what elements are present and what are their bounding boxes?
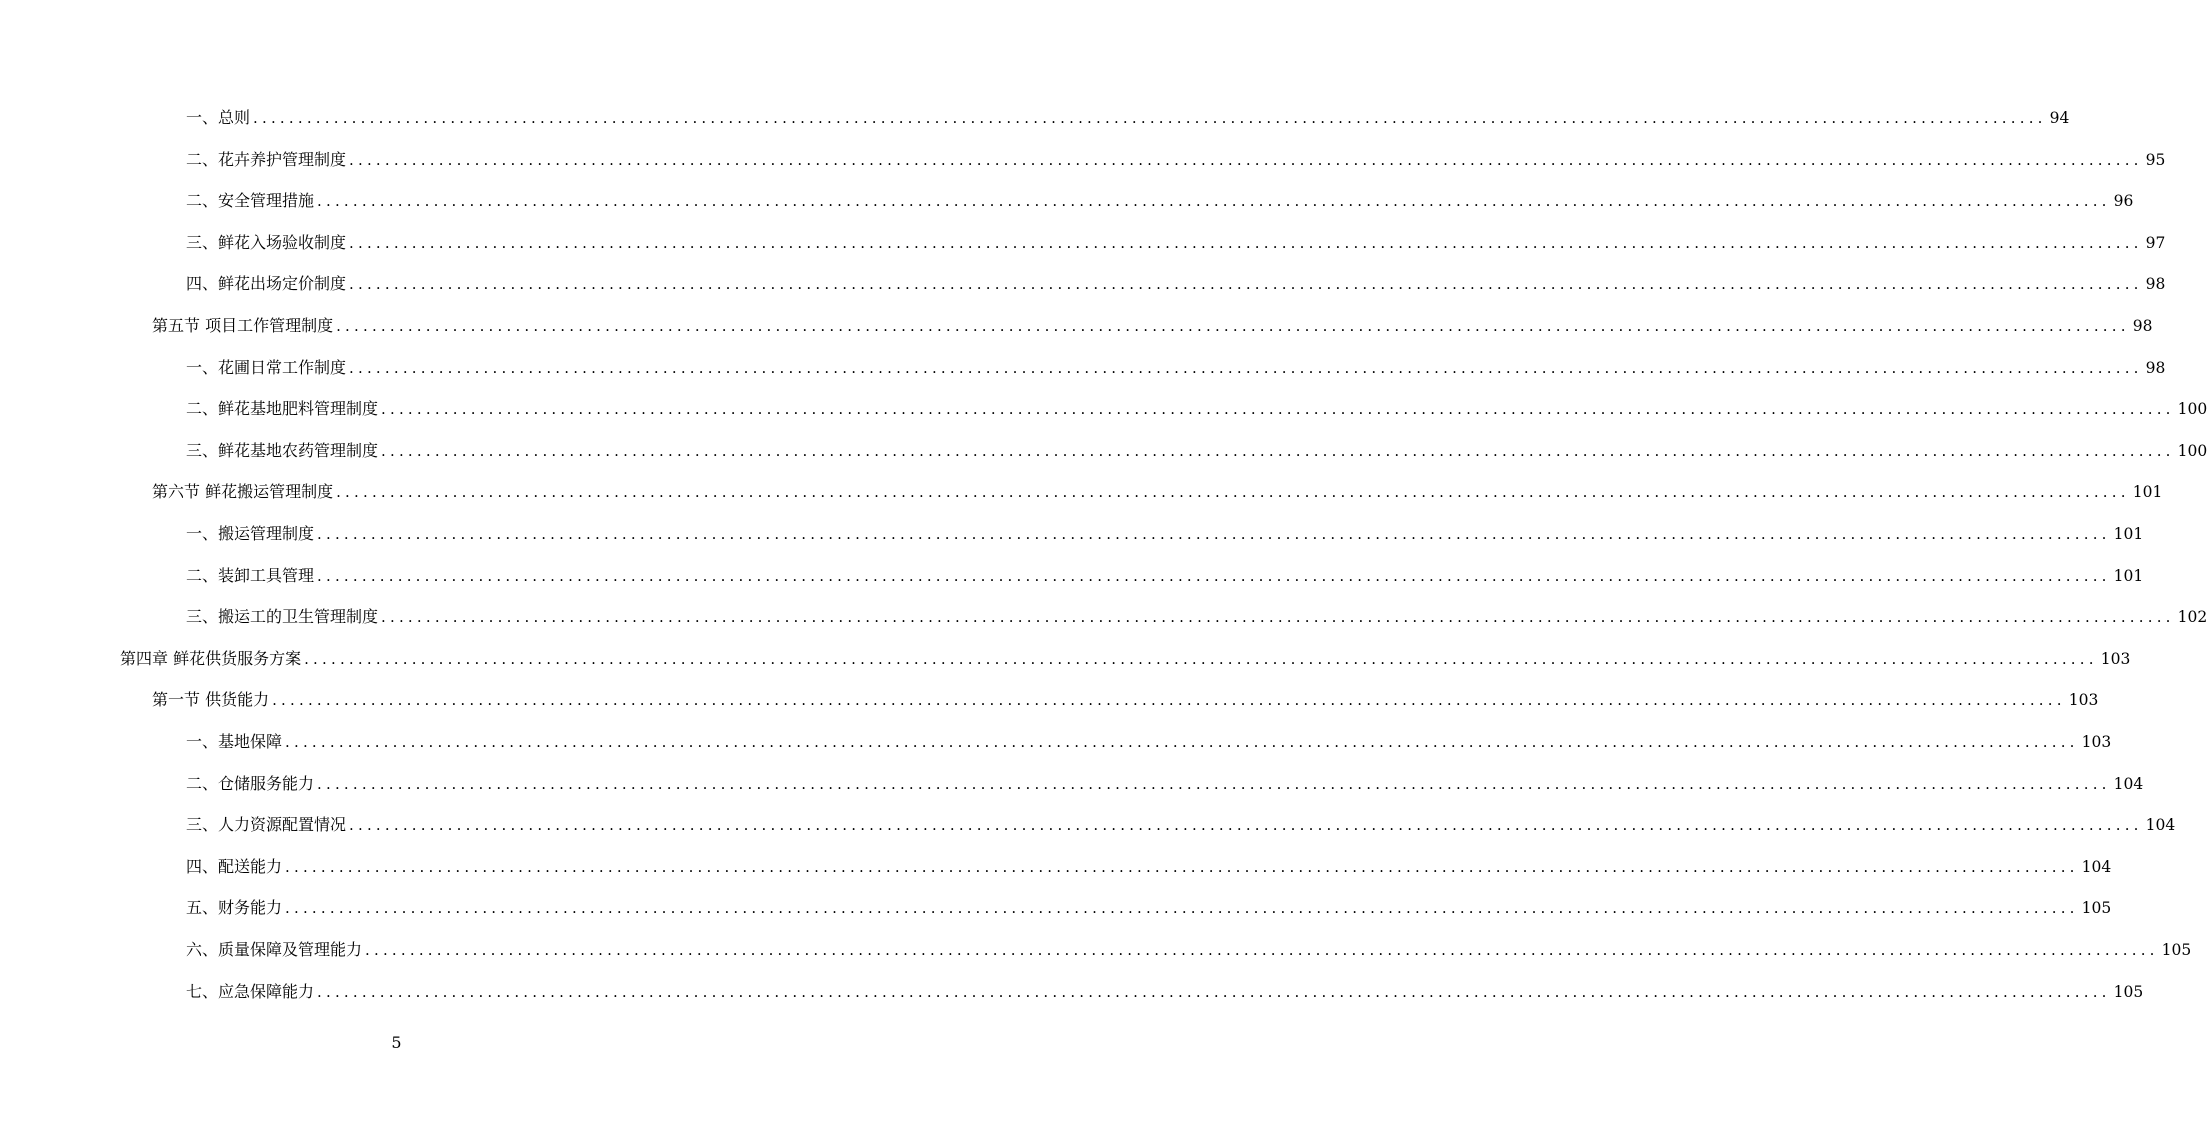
toc-entry[interactable] <box>152 688 2099 712</box>
toc-entry-page: 105 <box>2113 982 2144 1001</box>
toc-dot-leader: ........................................................................................................................................................................................................ <box>317 525 2111 543</box>
toc-entry-page: 95 <box>2145 150 2166 169</box>
toc-entry-title: 三、鲜花基地农药管理制度 <box>186 440 379 460</box>
toc-entry-title: 三、人力资源配置情况 <box>186 815 347 835</box>
toc-entry-page: 103 <box>2081 733 2112 751</box>
toc-entry-page: 101 <box>2113 566 2144 585</box>
toc-entry-page: 101 <box>2113 525 2144 543</box>
toc-entry-title: 二、安全管理措施 <box>186 191 315 211</box>
toc-dot-leader: ........................................................................................................................................................................................................ <box>253 109 2047 127</box>
toc-entry[interactable] <box>186 813 2176 837</box>
toc-dot-leader: ........................................................................................................................................................................................................ <box>381 400 2175 419</box>
toc-entry[interactable] <box>152 314 2153 338</box>
toc-entry-page: 103 <box>2100 649 2131 668</box>
toc-entry[interactable] <box>186 730 2112 754</box>
toc-entry-title: 第五节 项目工作管理制度 <box>152 316 334 335</box>
toc-entry-title: 二、装卸工具管理 <box>186 565 315 585</box>
toc-entry[interactable] <box>152 480 2163 504</box>
toc-entry-title: 七、应急保障能力 <box>186 981 315 1001</box>
toc-entry-page: 103 <box>2068 691 2099 710</box>
toc-entry-page: 96 <box>2113 192 2134 211</box>
toc-entry[interactable] <box>186 397 2207 421</box>
toc-entry-title: 二、仓储服务能力 <box>186 773 315 793</box>
toc-entry-title: 第四章 鲜花供货服务方案 <box>120 648 302 668</box>
toc-entry-title: 一、搬运管理制度 <box>186 524 315 543</box>
toc-dot-leader: ........................................................................................................................................................................................................ <box>365 941 2159 959</box>
toc-entry-title: 二、鲜花基地肥料管理制度 <box>186 399 379 419</box>
toc-entry-page: 104 <box>2113 774 2144 793</box>
toc-entry-title: 二、花卉养护管理制度 <box>186 149 347 169</box>
toc-dot-leader: ........................................................................................................................................................................................................ <box>349 150 2143 169</box>
toc-dot-leader: ........................................................................................................................................................................................................ <box>304 649 2098 668</box>
toc-entry[interactable] <box>186 356 2166 380</box>
toc-entry-page: 100 <box>2177 441 2207 460</box>
toc-entry[interactable] <box>186 272 2166 296</box>
toc-entry-title: 一、基地保障 <box>186 732 283 751</box>
toc-entry[interactable] <box>186 938 2192 962</box>
toc-entry-title: 一、花圃日常工作制度 <box>186 357 347 377</box>
toc-dot-leader: ........................................................................................................................................................................................................ <box>317 192 2111 211</box>
toc-entry[interactable] <box>186 980 2144 1004</box>
toc-dot-leader: ........................................................................................................................................................................................................ <box>317 566 2111 585</box>
toc-entry-page: 100 <box>2177 400 2207 419</box>
toc-dot-leader: ........................................................................................................................................................................................................ <box>349 816 2143 835</box>
toc-entry[interactable] <box>186 106 2070 130</box>
toc-entry-title: 第一节 供货能力 <box>152 690 270 710</box>
toc-dot-leader: ........................................................................................................................................................................................................ <box>381 441 2175 460</box>
toc-entry-page: 105 <box>2081 899 2112 918</box>
toc-entry-title: 六、质量保障及管理能力 <box>186 940 363 959</box>
page-number: 5 <box>391 1033 402 1052</box>
toc-dot-leader: ........................................................................................................................................................................................................ <box>336 317 2130 335</box>
toc-dot-leader: ........................................................................................................................................................................................................ <box>285 899 2079 918</box>
toc-entry[interactable] <box>186 148 2166 172</box>
toc-entry[interactable] <box>186 772 2144 796</box>
toc-dot-leader: ........................................................................................................................................................................................................ <box>336 483 2130 502</box>
toc-entry-page: 101 <box>2132 483 2163 502</box>
toc-dot-leader: ........................................................................................................................................................................................................ <box>317 982 2111 1001</box>
toc-entry-page: 97 <box>2145 233 2166 252</box>
toc-entry-title: 三、搬运工的卫生管理制度 <box>186 607 379 627</box>
toc-entry-page: 105 <box>2161 941 2192 959</box>
toc-entry-page: 102 <box>2177 608 2207 627</box>
toc-entry-title: 四、配送能力 <box>186 856 283 876</box>
toc-entry[interactable] <box>186 231 2166 255</box>
toc-entry[interactable] <box>186 855 2112 879</box>
toc-entry-page: 104 <box>2145 816 2176 835</box>
toc-entry-page: 98 <box>2145 358 2166 377</box>
toc-dot-leader: ........................................................................................................................................................................................................ <box>349 358 2143 377</box>
toc-entry-title: 五、财务能力 <box>186 898 283 918</box>
toc-entry-page: 104 <box>2081 857 2112 876</box>
toc-entry[interactable] <box>186 189 2134 213</box>
toc-entry-title: 三、鲜花入场验收制度 <box>186 232 347 252</box>
toc-dot-leader: ........................................................................................................................................................................................................ <box>349 275 2143 294</box>
toc-dot-leader: ........................................................................................................................................................................................................ <box>349 233 2143 252</box>
toc-dot-leader: ........................................................................................................................................................................................................ <box>272 691 2066 710</box>
toc-entry[interactable] <box>186 439 2207 463</box>
toc-entry[interactable] <box>186 564 2144 588</box>
toc-entry-title: 第六节 鲜花搬运管理制度 <box>152 482 334 502</box>
toc-entry-page: 98 <box>2132 317 2153 335</box>
toc-dot-leader: ........................................................................................................................................................................................................ <box>317 774 2111 793</box>
toc-entry-title: 一、总则 <box>186 108 251 127</box>
toc-entry-page: 94 <box>2049 109 2070 127</box>
toc-entry-page: 98 <box>2145 275 2166 294</box>
toc-entry[interactable] <box>186 522 2144 546</box>
toc-dot-leader: ........................................................................................................................................................................................................ <box>381 608 2175 627</box>
toc-entry[interactable] <box>186 605 2207 629</box>
toc-entry[interactable] <box>186 896 2112 920</box>
toc-entry[interactable] <box>120 647 2131 671</box>
toc-entry-title: 四、鲜花出场定价制度 <box>186 274 347 294</box>
toc-dot-leader: ........................................................................................................................................................................................................ <box>285 857 2079 876</box>
toc-dot-leader: ........................................................................................................................................................................................................ <box>285 733 2079 751</box>
